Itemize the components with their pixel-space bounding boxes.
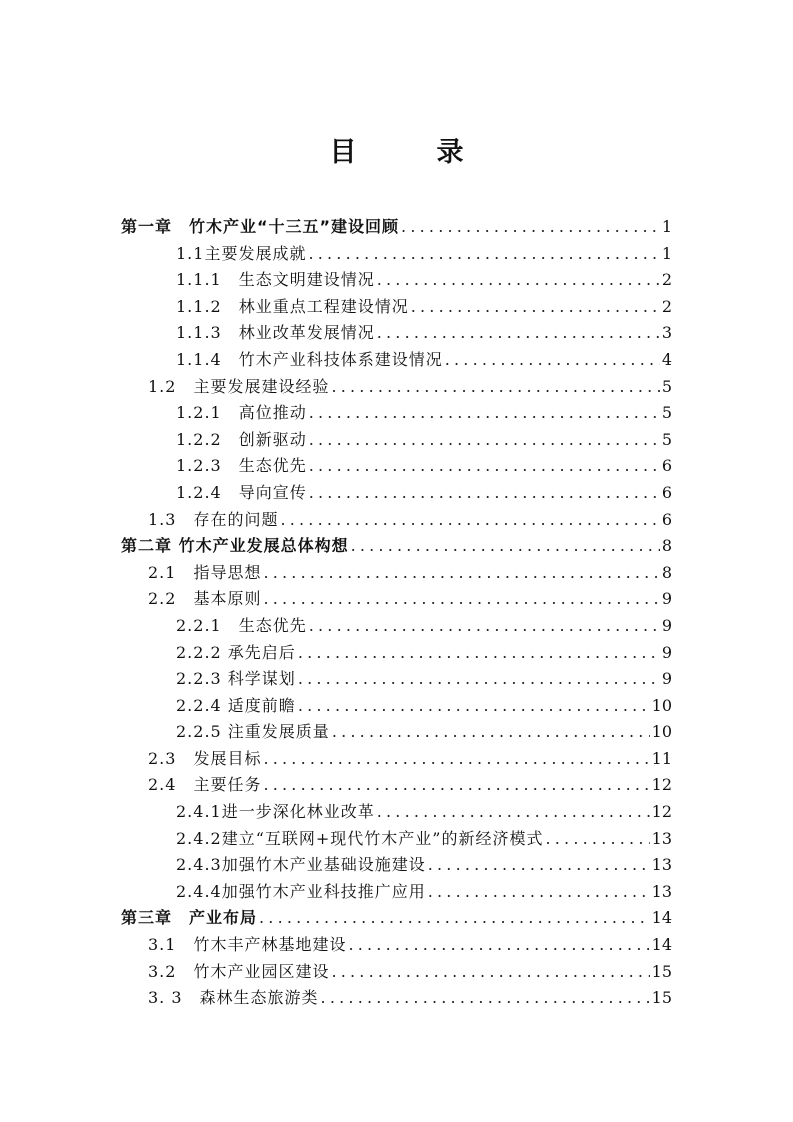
toc-leader-dots — [401, 214, 660, 241]
toc-entry[interactable] — [0, 959, 793, 986]
toc-entry-page-number: 3 — [661, 323, 672, 343]
toc-entry-label: 3. 3 森林生态旅游类 — [148, 988, 319, 1008]
toc-entry[interactable] — [0, 507, 793, 534]
toc-entry-label: 1.1.4 竹木产业科技体系建设情况 — [176, 349, 443, 369]
toc-entry-label: 第一章 竹木产业“十三五”建设回顾 — [121, 217, 400, 236]
toc-entry[interactable] — [0, 985, 793, 1012]
toc-leader-dots — [348, 932, 649, 959]
toc-entry-page-number: 8 — [661, 536, 672, 556]
toc-entry-page-number: 2 — [661, 270, 672, 290]
toc-entry-label: 1.1.2 林业重点工程建设情况 — [176, 296, 409, 316]
toc-entry-page-number: 10 — [651, 722, 672, 742]
toc-leader-dots — [428, 852, 650, 879]
toc-entry[interactable] — [0, 214, 793, 241]
toc-entry-label: 2.4.4加强竹木产业科技推广应用 — [176, 881, 426, 901]
toc-leader-dots — [298, 666, 660, 693]
toc-entry-label: 第三章 产业布局 — [121, 908, 258, 928]
toc-entry-page-number: 5 — [661, 376, 672, 396]
toc-entry-label: 1.1.3 林业改革发展情况 — [176, 323, 375, 343]
toc-entry-label: 1.3 存在的问题 — [148, 509, 279, 529]
toc-entry[interactable] — [0, 586, 793, 613]
toc-entry[interactable] — [0, 241, 793, 268]
toc-entry-page-number: 14 — [651, 935, 672, 955]
toc-leader-dots — [411, 294, 660, 321]
toc-entry[interactable] — [0, 932, 793, 959]
toc-entry[interactable] — [0, 799, 793, 826]
toc-leader-dots — [298, 640, 660, 667]
toc-entry-label: 3.1 竹木丰产林基地建设 — [148, 935, 347, 955]
toc-entry-label: 2.4.1进一步深化林业改革 — [176, 802, 375, 822]
toc-leader-dots — [259, 905, 650, 932]
toc-entry[interactable] — [0, 427, 793, 454]
toc-entry[interactable] — [0, 480, 793, 507]
toc-entry[interactable] — [0, 560, 793, 587]
toc-entry[interactable] — [0, 746, 793, 773]
toc-entry-label: 2.2.5 注重发展质量 — [176, 722, 330, 742]
toc-leader-dots — [263, 586, 659, 613]
toc-entry-label: 2.4.3加强竹木产业基础设施建设 — [176, 855, 426, 875]
toc-title-right: 录 — [436, 137, 464, 168]
toc-leader-dots — [263, 560, 659, 587]
toc-entry-page-number: 9 — [661, 615, 672, 635]
toc-entry-page-number: 5 — [661, 429, 672, 449]
toc-entry[interactable] — [0, 613, 793, 640]
toc-entry[interactable] — [0, 666, 793, 693]
toc-leader-dots — [331, 374, 659, 401]
toc-entry-label: 1.1.1 生态文明建设情况 — [176, 270, 375, 290]
toc-entry[interactable] — [0, 905, 793, 932]
toc-entry-label: 2.4.2建立“互联网+现代竹木产业”的新经济模式 — [176, 828, 544, 848]
toc-entry-page-number: 1 — [661, 243, 672, 263]
toc-entry-page-number: 4 — [661, 349, 672, 369]
toc-entry[interactable] — [0, 347, 793, 374]
toc-entry[interactable] — [0, 320, 793, 347]
toc-leader-dots — [298, 693, 650, 720]
toc-entry[interactable] — [0, 267, 793, 294]
toc-entry-label: 2.2.4 适度前瞻 — [176, 695, 296, 715]
toc-leader-dots — [309, 400, 660, 427]
toc-entry-label: 第二章 竹木产业发展总体构想 — [121, 536, 349, 556]
toc-entry[interactable] — [0, 640, 793, 667]
toc-title — [0, 130, 793, 169]
toc-leader-dots — [309, 480, 660, 507]
toc-leader-dots — [331, 959, 649, 986]
toc-entry-page-number: 5 — [661, 403, 672, 423]
toc-entry-page-number: 10 — [651, 695, 672, 715]
toc-entry-page-number: 13 — [651, 828, 672, 848]
toc-entry-page-number: 9 — [661, 669, 672, 689]
toc-entry-label: 2.2.2 承先启后 — [176, 642, 296, 662]
toc-entry-label: 1.2.1 高位推动 — [176, 403, 307, 423]
toc-entry[interactable] — [0, 852, 793, 879]
toc-leader-dots — [428, 879, 650, 906]
toc-entry[interactable] — [0, 693, 793, 720]
toc-entry-label: 2.1 指导思想 — [148, 562, 262, 582]
toc-entry-label: 2.4 主要任务 — [148, 775, 262, 795]
toc-leader-dots — [377, 799, 650, 826]
toc-entry-page-number: 11 — [651, 748, 672, 768]
toc-leader-dots — [280, 507, 659, 534]
toc-entry[interactable] — [0, 826, 793, 853]
toc-entry-page-number: 2 — [661, 296, 672, 316]
toc-entry-label: 2.2.1 生态优先 — [176, 615, 307, 635]
toc-leader-dots — [332, 719, 650, 746]
toc-entry-page-number: 12 — [651, 775, 672, 795]
toc-entry[interactable] — [0, 294, 793, 321]
toc-leader-dots — [309, 427, 660, 454]
toc-entry-page-number: 6 — [661, 509, 672, 529]
toc-entry[interactable] — [0, 374, 793, 401]
toc-entry-page-number: 15 — [651, 988, 672, 1008]
toc-leader-dots — [445, 347, 660, 374]
toc-leader-dots — [377, 267, 660, 294]
toc-entry-label: 2.2.3 科学谋划 — [176, 669, 296, 689]
toc-leader-dots — [351, 533, 660, 560]
toc-entry-page-number: 8 — [661, 562, 672, 582]
toc-leader-dots — [309, 453, 660, 480]
toc-entry-page-number: 15 — [651, 961, 672, 981]
toc-entry[interactable] — [0, 772, 793, 799]
toc-entry-label: 1.2 主要发展建设经验 — [148, 376, 330, 396]
toc-entry-page-number: 9 — [661, 589, 672, 609]
toc-entry[interactable] — [0, 719, 793, 746]
toc-entry[interactable] — [0, 533, 793, 560]
toc-entry-page-number: 13 — [651, 855, 672, 875]
toc-entry-label: 2.2 基本原则 — [148, 589, 262, 609]
toc-entry-page-number: 1 — [661, 217, 672, 236]
toc-leader-dots — [309, 613, 660, 640]
toc-entry-label: 1.2.3 生态优先 — [176, 456, 307, 476]
toc-entry-label: 1.2.4 导向宣传 — [176, 482, 307, 502]
toc-entry-page-number: 14 — [651, 908, 672, 928]
toc-entry-label: 1.1主要发展成就 — [176, 243, 307, 263]
toc-entry-page-number: 9 — [661, 642, 672, 662]
toc-entry-label: 2.3 发展目标 — [148, 748, 262, 768]
toc-leader-dots — [321, 985, 650, 1012]
toc-leader-dots — [263, 746, 649, 773]
toc-title-left: 目 — [329, 137, 357, 168]
table-of-contents — [0, 214, 793, 1012]
toc-entry-page-number: 12 — [651, 802, 672, 822]
toc-entry[interactable] — [0, 453, 793, 480]
toc-entry[interactable] — [0, 879, 793, 906]
toc-entry[interactable] — [0, 400, 793, 427]
toc-leader-dots — [545, 826, 649, 853]
toc-leader-dots — [263, 772, 649, 799]
toc-leader-dots — [377, 320, 660, 347]
toc-entry-label: 1.2.2 创新驱动 — [176, 429, 307, 449]
toc-entry-page-number: 6 — [661, 456, 672, 476]
toc-entry-page-number: 6 — [661, 482, 672, 502]
toc-entry-page-number: 13 — [651, 881, 672, 901]
toc-leader-dots — [308, 241, 659, 268]
toc-entry-label: 3.2 竹木产业园区建设 — [148, 961, 330, 981]
